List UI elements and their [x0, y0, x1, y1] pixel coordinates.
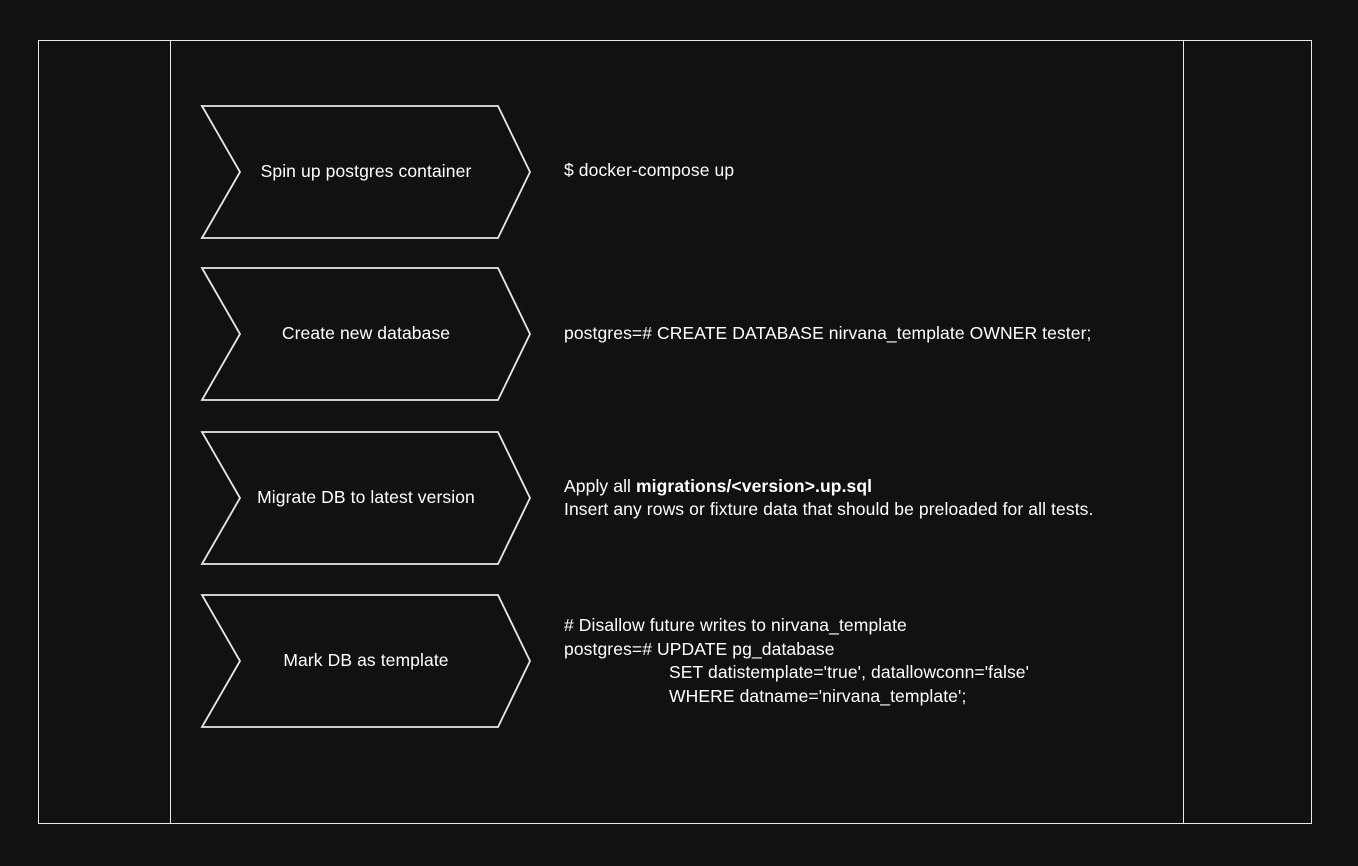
detail-line	[564, 322, 1164, 346]
step-label: Spin up postgres container	[260, 161, 472, 182]
step-detail-text	[564, 475, 1164, 522]
detail-line-text: Apply all	[564, 475, 637, 496]
step-label: Migrate DB to latest version	[257, 487, 475, 508]
detail-line	[564, 614, 1164, 638]
step-detail-text	[564, 322, 1164, 346]
step-banner-shape[interactable]	[202, 432, 530, 564]
detail-line-text: WHERE datname='nirvana_template';	[669, 685, 967, 706]
step-detail-text	[564, 614, 1164, 708]
step-banner-shape[interactable]	[202, 595, 530, 727]
step-label: Mark DB as template	[283, 650, 449, 671]
detail-line-text: postgres=# UPDATE pg_database	[564, 638, 835, 659]
detail-line	[564, 159, 1164, 183]
detail-line	[564, 685, 1164, 709]
left-column-divider	[170, 40, 171, 824]
detail-line	[564, 638, 1164, 662]
detail-line	[564, 661, 1164, 685]
detail-line-text: # Disallow future writes to nirvana_template	[564, 615, 907, 635]
step-detail-text	[564, 159, 1164, 183]
detail-line-text: SET datistemplate='true', datallowconn='false'	[669, 662, 1030, 682]
detail-line-text: $ docker-compose up	[564, 160, 735, 181]
detail-line-emphasis: migrations/<version>.up.sql	[636, 475, 873, 496]
step-banner-shape[interactable]	[202, 268, 530, 400]
detail-line-text: Insert any rows or fixture data that should be preloaded for all tests.	[564, 499, 1094, 519]
right-column-divider	[1183, 40, 1184, 824]
detail-line	[564, 498, 1164, 522]
detail-line-text: postgres=# CREATE DATABASE nirvana_template OWNER tester;	[564, 323, 1092, 344]
step-banner-shape[interactable]	[202, 106, 530, 238]
detail-line	[564, 475, 1164, 499]
step-label: Create new database	[281, 323, 451, 344]
